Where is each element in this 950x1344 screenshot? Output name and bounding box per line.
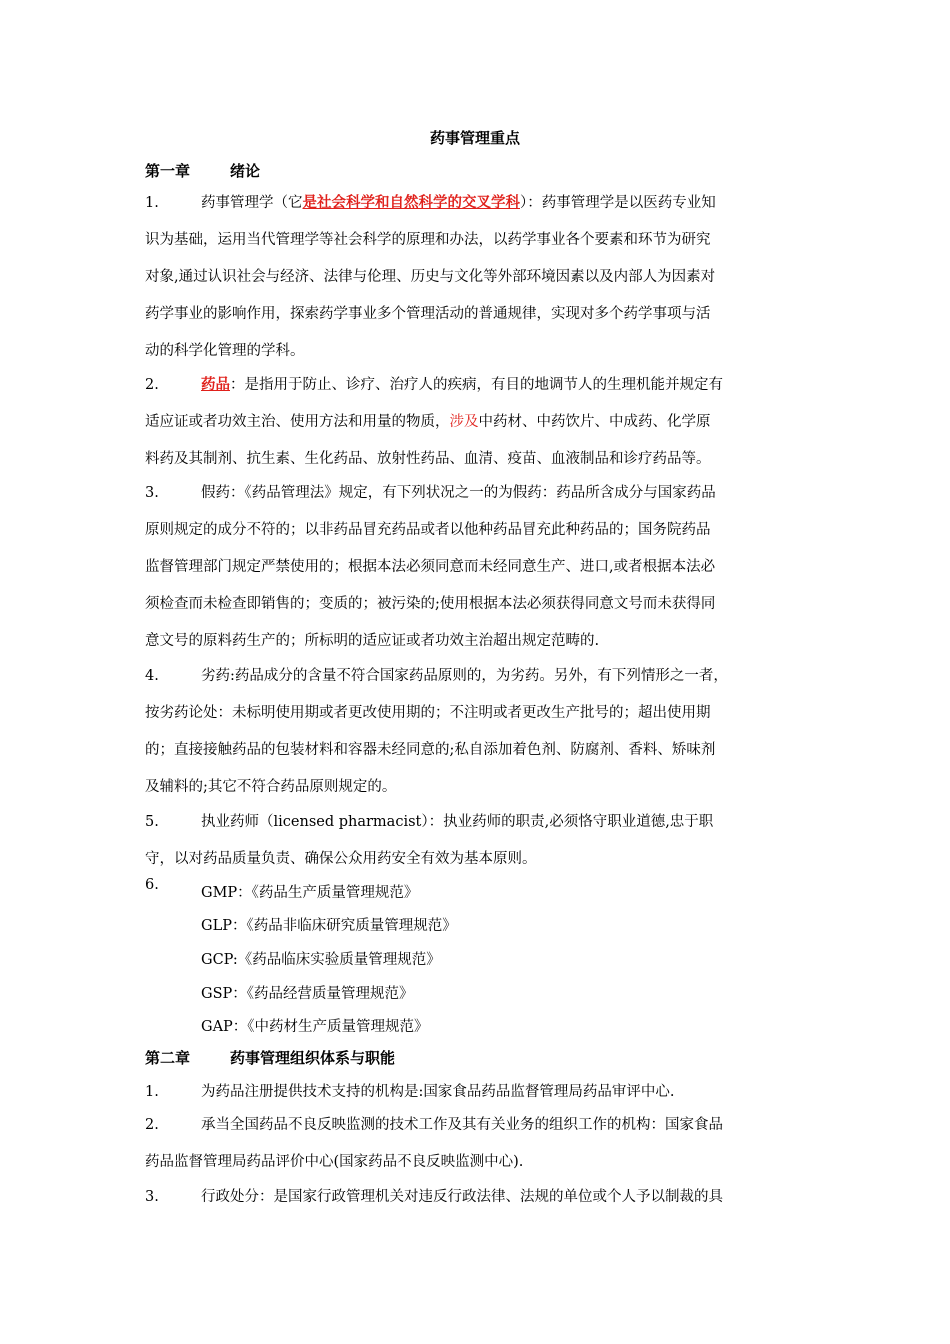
item-line: 守，以对药品质量负责、确保公众用药安全有效为基本原则。 — [145, 851, 537, 867]
chapter-1-title: 绪论 — [230, 162, 261, 180]
ch1-item-4 — [145, 658, 807, 806]
item-first-line: 假药：《药品管理法》规定，有下列状况之一的为假药：药品所含成分与国家药品 — [201, 485, 716, 501]
item-first-line: 执业药师（licensed pharmacist）：执业药师的职责,必须恪守职业道德,忠于职 — [201, 814, 714, 830]
item-first-line: 行政处分：是国家行政管理机关对违反行政法律、法规的单位或个人予以制裁的具 — [201, 1189, 723, 1205]
chapter-2-heading — [145, 1047, 395, 1069]
red-text: 涉及 — [449, 414, 479, 430]
item-line: 按劣药论处：未标明使用期或者更改使用期的；不注明或者更改生产批号的；超出使用期 — [145, 705, 711, 721]
text-segment: ：是指用于防止、诊疗、治疗人的疾病，有目的地调节人的生理机能并规定有 — [230, 377, 723, 393]
item-line: 药学事业的影响作用，探索药学事业多个管理活动的普通规律，实现对多个药学事项与活 — [145, 306, 711, 322]
item-line: 原则规定的成分不符的；以非药品冒充药品或者以他种药品冒充此种药品的；国务院药品 — [145, 522, 711, 538]
item-number: 6. — [145, 877, 159, 893]
item-first-line: 为药品注册提供技术支持的机构是:国家食品药品监督管理局药品审评中心. — [201, 1084, 675, 1100]
item-line: 药品监督管理局药品评价中心(国家药品不良反映监测中心). — [145, 1154, 524, 1170]
highlighted-term: 药品 — [201, 377, 230, 393]
item-first-line: 劣药:药品成分的含量不符合国家药品原则的，为劣药。另外，有下列情形之一者， — [201, 668, 728, 684]
item-line — [145, 404, 807, 441]
gcp-definition: GCP:《药品临床实验质量管理规范》 — [201, 952, 441, 968]
item-number: 2. — [145, 377, 159, 393]
ch1-item-1 — [145, 185, 807, 370]
ch1-item-2 — [145, 367, 807, 478]
gsp-definition: GSP：《药品经营质量管理规范》 — [201, 986, 414, 1002]
item-number: 3. — [145, 1189, 159, 1205]
text-segment: 药事管理学（它 — [201, 195, 303, 211]
item-line: 意文号的原料药生产的；所标明的适应证或者功效主治超出规定范畴的. — [145, 633, 600, 649]
item-number: 1. — [145, 195, 159, 211]
ch2-item-3 — [145, 1179, 807, 1216]
item-first-line — [145, 185, 807, 222]
item-line: 料药及其制剂、抗生素、生化药品、放射性药品、血清、疫苗、血液制品和诊疗药品等。 — [145, 451, 711, 467]
item-number: 4. — [145, 668, 159, 684]
text-segment: 适应证或者功效主治、使用方法和用量的物质， — [145, 414, 450, 430]
item-line: 的；直接接触药品的包装材料和容器未经同意的;私自添加着色剂、防腐剂、香料、矫味剂 — [145, 742, 716, 758]
chapter-1-number: 第一章 — [145, 162, 191, 180]
text-segment: 中药材、中药饮片、中成药、化学原 — [478, 414, 711, 430]
item-line: 监督管理部门规定严禁使用的；根据本法必须同意而未经同意生产、进口,或者根据本法必 — [145, 559, 716, 575]
item-number: 5. — [145, 814, 159, 830]
document-title: 药事管理重点 — [429, 129, 520, 147]
ch2-item-1 — [145, 1074, 807, 1111]
item-line: 及辅料的;其它不符合药品原则规定的。 — [145, 779, 397, 795]
item-line: 对象,通过认识社会与经济、法律与伦理、历史与文化等外部环境因素以及内部人为因素对 — [145, 269, 716, 285]
item-number: 1. — [145, 1084, 159, 1100]
item-line: 动的科学化管理的学科。 — [145, 343, 305, 359]
ch1-item-3 — [145, 475, 807, 660]
item-line: 识为基础，运用当代管理学等社会科学的原理和办法，以药学事业各个要素和环节为研究 — [145, 232, 711, 248]
item-first-line: 承当全国药品不良反映监测的技术工作及其有关业务的组织工作的机构：国家食品 — [201, 1117, 723, 1133]
gmp-definition: GMP：《药品生产质量管理规范》 — [201, 885, 419, 901]
chapter-2-title: 药事管理组织体系与职能 — [230, 1049, 396, 1067]
highlighted-term: 是社会科学和自然科学的交叉学科 — [302, 195, 520, 211]
chapter-1-heading — [145, 160, 260, 182]
gap-definition: GAP：《中药材生产质量管理规范》 — [201, 1019, 429, 1035]
item-line: 须检查而未检查即销售的；变质的；被污染的;使用根据本法必须获得同意文号而未获得同 — [145, 596, 716, 612]
item-number: 2. — [145, 1117, 159, 1133]
text-segment: ）：药事管理学是以医药专业知 — [520, 195, 716, 211]
item-number: 3. — [145, 485, 159, 501]
chapter-2-number: 第二章 — [145, 1049, 191, 1067]
ch2-item-2 — [145, 1107, 807, 1181]
glp-definition: GLP：《药品非临床研究质量管理规范》 — [201, 918, 457, 934]
ch1-item-5 — [145, 804, 807, 878]
item-first-line — [145, 367, 807, 404]
